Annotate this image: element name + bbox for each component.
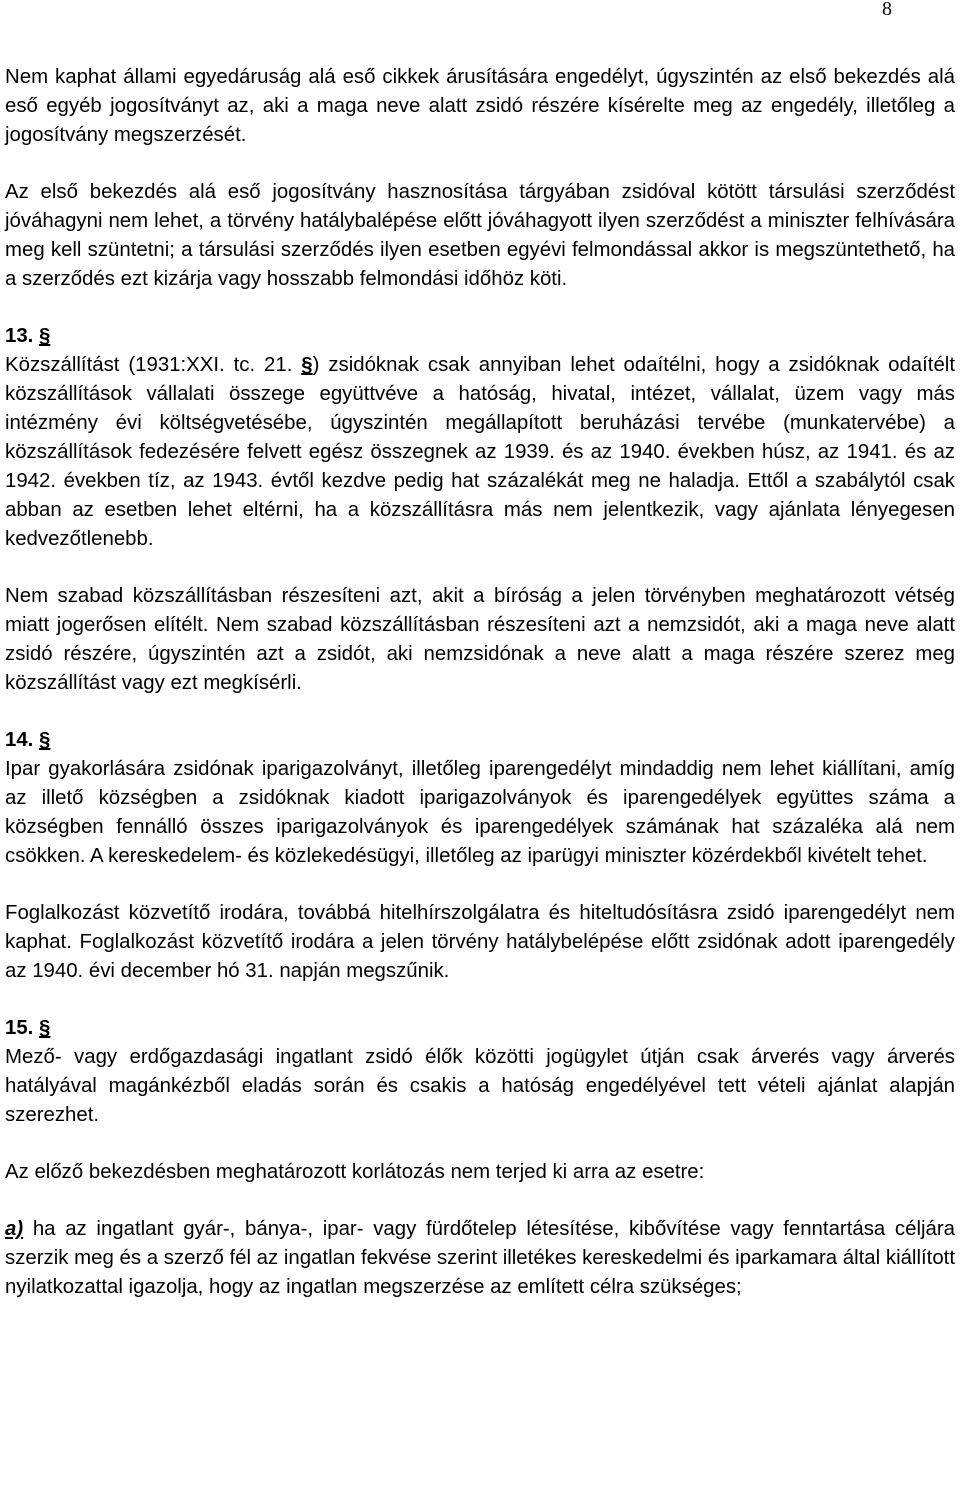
paragraph xyxy=(5,1215,955,1302)
paragraph: Foglalkozást közvetítő irodára, továbbá hitelhírszolgálatra és hiteltudósításra zsidó iparengedélyt nem kaphat. Foglalkozást közvetítő irodára a jelen törvény hatálybelépése előtt zsidónak adott iparengedély az 1940. évi december hó 31. napján megszűnik. xyxy=(5,902,955,982)
section-heading-15 xyxy=(5,1014,955,1043)
document-body xyxy=(5,63,955,1302)
paragraph-text: ) zsidóknak csak annyiban lehet odaítélni, hogy a zsidóknak odaítélt közszállítások vállalati összege együttvéve a hatóság, hivatal, intézet, vállalat, üzem vagy más intézmény évi költségvetésébe, úgyszintén megállapított beruházási tervébe (munkatervébe) a közszállítások fedezésére felvett egész összegnek az 1939. és az 1940. években húsz, az 1941. és az 1942. években tíz, az 1943. évtől kezdve pedig hat százalékát meg ne haladja. Ettől a szabálytól csak abban az esetben lehet eltérni, ha a közszállításra más nem jelentkezik, vagy ajánlata lényegesen kedvezőtlenebb. xyxy=(5,354,956,550)
paragraph-text: Közszállítást (1931:XXI. tc. 21. xyxy=(5,354,302,376)
paragraph: Az első bekezdés alá eső jogosítvány hasznosítása tárgyában zsidóval kötött társulási szerződést jóváhagyni nem lehet, a törvény hatálybalépése előtt jóváhagyott ilyen szerződést a miniszter felhívására meg kell szüntetni; a társulási szerződés ilyen esetben egyévi felmondással akkor is megszüntethető, ha a szerződés ezt kizárja vagy hosszabb felmondási időhöz köti. xyxy=(5,181,955,290)
section-link[interactable]: § xyxy=(301,354,313,376)
paragraph: Mező- vagy erdőgazdasági ingatlant zsidó élők közötti jogügylet útján csak árverés vagy árverés hatályával magánkézből eladás során és csakis a hatóság engedélyével tett vételi ajánlat alapján szerezhet. xyxy=(5,1046,955,1126)
section-link[interactable]: § xyxy=(39,325,51,347)
paragraph xyxy=(5,351,955,554)
paragraph: Nem szabad közszállításban részesíteni azt, akit a bíróság a jelen törvényben meghatározott vétség miatt jogerősen elítélt. Nem szabad közszállításban részesíteni azt a nemzsidót, aki a maga neve alatt zsidó részére, úgyszintén azt a zsidót, aki nemzsidónak a neve alatt a maga részére szerez meg közszállítást vagy ezt megkísérli. xyxy=(5,585,955,694)
section-link[interactable]: § xyxy=(39,1017,51,1039)
paragraph: Az előző bekezdésben meghatározott korlátozás nem terjed ki arra az esetre: xyxy=(5,1161,705,1183)
list-marker: a) xyxy=(5,1218,24,1240)
section-link[interactable]: § xyxy=(39,729,51,751)
section-number: 15. xyxy=(5,1017,34,1039)
page-number: 8 xyxy=(882,0,892,20)
paragraph: Ipar gyakorlására zsidónak iparigazolványt, illetőleg iparengedélyt mindaddig nem lehet kiállítani, amíg az illető községben a zsidóknak kiadott iparigazolványok és iparengedélyek együttes száma a községben fennálló összes iparigazolványok és iparengedélyek számának hat százaléka alá nem csökken. A kereskedelem- és közlekedésügyi, illetőleg az iparügyi miniszter közérdekből kivételt tehet. xyxy=(5,758,955,867)
paragraph: Nem kaphat állami egyedáruság alá eső cikkek árusítására engedélyt, úgyszintén az első bekezdés alá eső egyéb jogosítványt az, aki a maga neve alatt zsidó részére kísérelte meg az engedély, illetőleg a jogosítvány megszerzését. xyxy=(5,66,955,146)
section-number: 13. xyxy=(5,325,34,347)
paragraph-text: ha az ingatlant gyár-, bánya-, ipar- vagy fürdőtelep létesítése, kibővítése vagy fenntartása céljára szerzik meg és a szerző fél az ingatlan fekvése szerint illetékes kereskedelmi és iparkamara által kiállított nyilatkozattal igazolja, hogy az ingatlan megszerzése az említett célra szükséges; xyxy=(5,1218,955,1298)
section-heading-14 xyxy=(5,726,955,755)
section-number: 14. xyxy=(5,729,34,751)
section-heading-13 xyxy=(5,322,955,351)
